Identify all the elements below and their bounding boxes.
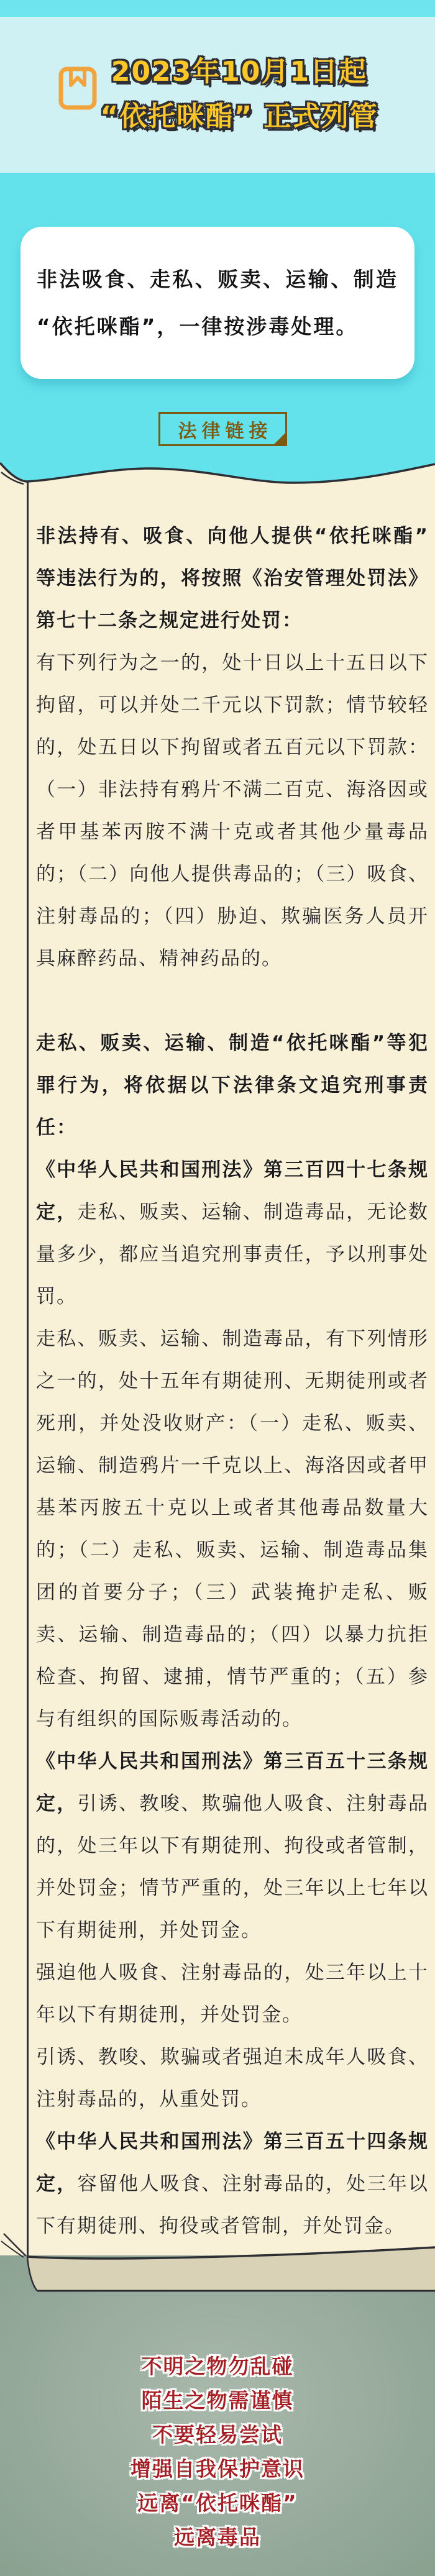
legal-paragraph: 走私、贩卖、运输、制造毒品，有下列情形之一的，处十五年有期徒刑、无期徒刑或者死刑，并处没收财产：（一）走私、贩卖、运输、制造鸦片一千克以上、海洛因或者甲基苯丙胺五十克以上或者其他毒品数量大的；（二）走私、贩卖、运输、制造毒品集团的首要分子；（三）武装掩护走私、贩卖、运输、制造毒品的；（四）以暴力抗拒检查、拘留、逮捕，情节严重的；（五）参与有组织的国际贩毒活动的。 [36,1328,429,1730]
bookmark-book-icon [58,66,98,111]
book-bottom-edge [0,2221,435,2296]
slogan-list [0,2349,435,2554]
legal-paragraph: 强迫他人吸食、注射毒品的，处三年以上十年以下有期徒刑，并处罚金。 [36,1962,429,2026]
slogan-line: 远离毒品 [174,2525,261,2549]
slogan-line: 不明之物勿乱碰 [141,2354,294,2378]
slogan-line: 不要轻易尝试 [152,2423,283,2447]
legal-paragraph: 《中华人民共和国刑法》第三百四十七条规定，走私、贩卖、运输、制造毒品，无论数量多少，都应当追究刑事责任，予以刑事处罚。 [36,1159,429,1308]
top-strip-background [0,0,435,17]
legal-paragraph-gap [36,980,429,1022]
legal-paragraph: 《中华人民共和国刑法》第三百五十三条规定，引诱、教唆、欺骗他人吸食、注射毒品的，处三年以下有期徒刑、拘役或者管制，并处罚金；情节严重的，处三年以上七年以下有期徒刑，并处罚金。 [36,1750,429,1942]
notice-card-text: 非法吸食、走私、贩卖、运输、制造“依托咪酯”，一律按涉毒处理。 [37,267,398,339]
legal-text [0,515,435,2247]
legal-paragraph: 引诱、教唆、欺骗或者强迫未成年人吸食、注射毒品的，从重处罚。 [36,2046,429,2111]
law-link-label: 法律链接 [178,420,273,442]
poster-title-line1: 2023年10月1日起 [111,56,368,88]
poster-title [96,50,382,139]
slogan-line: 陌生之物需谨慎 [141,2388,294,2413]
book-top-edge [0,459,435,516]
notice-card [21,227,414,379]
legal-paragraph: 走私、贩卖、运输、制造“依托咪酯”等犯罪行为，将依据以下法律条文追究刑事责任： [36,1032,429,1139]
poster-title-line2: “依托咪酯” 正式列管 [100,101,378,132]
legal-paragraph: 非法持有、吸食、向他人提供“依托咪酯”等违法行为的，将按照《治安管理处罚法》第七十二条之规定进行处罚： [36,525,429,632]
slogan-line: 增强自我保护意识 [130,2457,304,2481]
slogan-line: 远离“依托咪酯” [137,2491,298,2515]
folded-corner-icon [273,432,286,445]
legal-paragraph: 《中华人民共和国刑法》第三百五十四条规定，容留他人吸食、注射毒品的，处三年以下有期徒刑、拘役或者管制，并处罚金。 [36,2131,429,2237]
law-link-button[interactable] [158,412,287,446]
legal-paragraph: 有下列行为之一的，处十日以上十五日以下拘留，可以并处二千元以下罚款；情节较轻的，处五日以下拘留或者五百元以下罚款：（一）非法持有鸦片不满二百克、海洛因或者甲基苯丙胺不满十克或者其他少量毒品的；（二）向他人提供毒品的；（三）吸食、注射毒品的；（四）胁迫、欺骗医务人员开具麻醉药品、精神药品的。 [36,652,429,970]
